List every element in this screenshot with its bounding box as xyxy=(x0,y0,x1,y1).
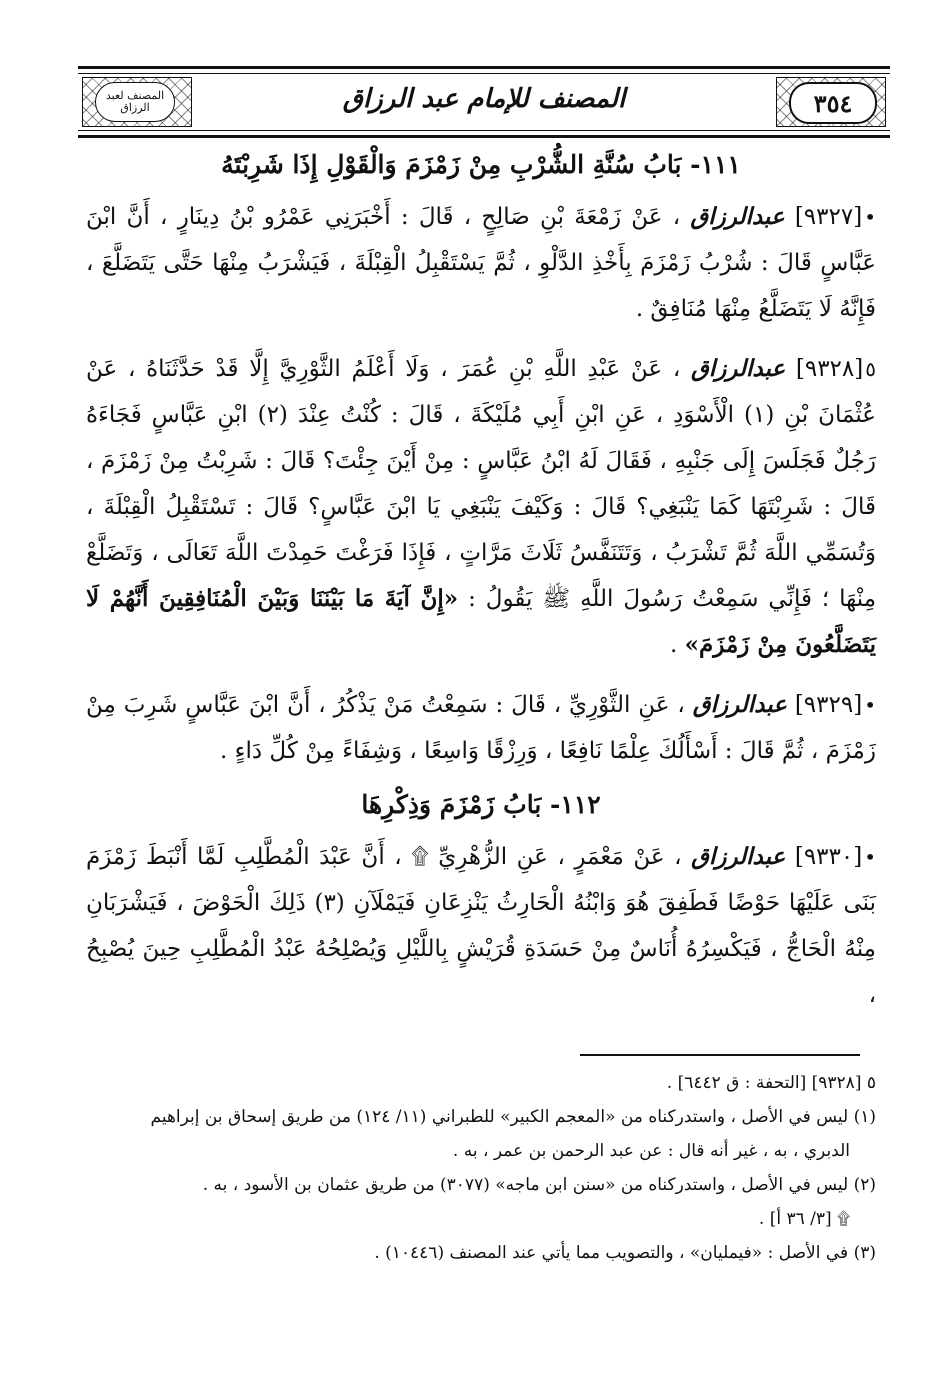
footnote-2: (٢) ليس في الأصل ، واستدركناه من «سنن ابن ماجه» (٣٠٧٧) من طريق عثمان بن الأسود ، به . xyxy=(202,1175,876,1195)
chapter-heading-111: ١١١- بَابُ سُنَّةِ الشُّرْبِ مِنْ زَمْزَمَ وَالْقَوْلِ إِذَا شَرِبْتَهُ xyxy=(221,150,741,179)
hadith-marker: ٥ xyxy=(865,357,876,381)
page-number: ٣٥٤ xyxy=(789,82,877,124)
hadith-text: ، عَنْ زَمْعَةَ بْنِ صَالِحٍ ، قَالَ : أَخْبَرَنِي عَمْرُو بْنُ دِينَارٍ ، أَنَّ ابْنَ عَبَّاسٍ قَالَ : شُرْبُ زَمْزَمَ بِأَخْذِ الدَّلْوِ ، ثُمَّ يَسْتَقْبِلُ الْقِبْلَةَ ، فَيَشْرَبُ مِنْهَا حَتَّى يَتَضَلَّعَ ، فَإِنَّهُ لَا يَتَضَلَّعُ مِنْهَا مُنَافِقٌ . xyxy=(86,204,876,322)
narrator-name: عبدالرزاق xyxy=(690,203,785,230)
header-rule-bottom xyxy=(78,130,890,131)
hadith-9329 xyxy=(86,682,876,774)
footnote-3: (٣) في الأصل : «فيمليان» ، والتصويب مما يأتي عند المصنف (١٠٤٤٦) . xyxy=(374,1243,876,1263)
header-medallion-logo: المصنف لعبد الرزاق xyxy=(95,82,175,122)
footnote-ref-9328: ٥ [٩٣٢٨] [التحفة : ق ٦٤٤٢] . xyxy=(666,1073,876,1093)
hadith-number: [٩٣٢٨] xyxy=(795,356,864,382)
hadith-number: [٩٣٢٩] xyxy=(794,692,863,718)
header-rule-top xyxy=(78,73,890,74)
footnote-1: (١) ليس في الأصل ، واستدركناه من «المعجم الكبير» للطبراني (١١/ ١٢٤) من طريق إسحاق بن إبراهيم xyxy=(150,1107,876,1127)
hadith-marker: • xyxy=(864,205,876,229)
hadith-text: ، عَنْ مَعْمَرٍ ، عَنِ الزُّهْرِيِّ ۩ ، أَنَّ عَبْدَ الْمُطَّلِبِ لَمَّا أَنْبَطَ زَمْزَمَ بَنَى عَلَيْهَا حَوْضًا فَطَفِقَ هُوَ وَابْنُهُ الْحَارِثُ يَنْزِعَانِ فَيَمْلَآنِ (٣) ذَلِكَ الْحَوْضَ ، فَيَشْرَبَانِ مِنْهُ الْحَاجُّ ، فَيَكْسِرُهُ أُنَاسٌ مِنْ حَسَدَةِ قُرَيْشٍ بِاللَّيْلِ وَيُصْلِحُهُ عَبْدُ الْمُطَّلِبِ حِينَ يُصْبِحُ ، xyxy=(86,844,876,1008)
chapter-heading-112: ١١٢- بَابُ زَمْزَمَ وَذِكْرِهَا xyxy=(361,790,601,819)
hadith-9330 xyxy=(86,834,876,1018)
footnote-separator xyxy=(580,1054,860,1056)
header-ornament-right xyxy=(776,77,886,127)
header-ornament-left xyxy=(82,77,192,127)
narrator-name: عبدالرزاق xyxy=(690,355,786,382)
hadith-number: [٩٣٢٧] xyxy=(794,204,863,230)
footnote-2-continued: ۩ [٣/ ٣٦ أ] . xyxy=(758,1209,850,1229)
hadith-9327 xyxy=(86,194,876,332)
hadith-text: ، عَنِ الثَّوْرِيِّ ، قَالَ : سَمِعْتُ مَنْ يَذْكُرُ ، أَنَّ ابْنَ عَبَّاسٍ شَرِبَ مِنْ زَمْزَمَ ، ثُمَّ قَالَ : أَسْأَلُكَ عِلْمًا نَافِعًا ، وَرِزْقًا وَاسِعًا ، وَشِفَاءً مِنْ كُلِّ دَاءٍ . xyxy=(86,692,876,764)
main-text xyxy=(86,148,876,1032)
hadith-9328 xyxy=(86,346,876,668)
hadith-text: ، عَنْ عَبْدِ اللَّهِ بْنِ عُمَرَ ، وَلَا أَعْلَمُ الثَّوْرِيَّ إِلَّا قَدْ حَدَّثَنَاهُ ، عَنْ عُثْمَانَ بْنِ (١) الْأَسْوَدِ ، عَنِ ابْنِ أَبِي مُلَيْكَةَ ، قَالَ : كُنْتُ عِنْدَ (٢) ابْنِ عَبَّاسٍ فَجَاءَهُ رَجُلٌ فَجَلَسَ إِلَى جَنْبِهِ ، فَقَالَ لَهُ ابْنُ عَبَّاسٍ : مِنْ أَيْنَ جِئْتَ؟ قَالَ : شَرِبْتُ مِنْ زَمْزَمَ ، قَالَ : شَرِبْتَهَا كَمَا يَنْبَغِي؟ قَالَ : وَكَيْفَ يَنْبَغِي يَا ابْنَ عَبَّاسٍ؟ قَالَ : تَسْتَقْبِلُ الْقِبْلَةَ ، وَتُسَمِّي اللَّهَ ثُمَّ تَشْرَبُ ، وَتَتَنَفَّسُ ثَلَاثَ مَرَّاتٍ ، فَإِذَا فَرَغْتَ حَمِدْتَ اللَّهَ تَعَالَى ، وَتَضَلَّعْ مِنْهَا ؛ فَإِنِّي سَمِعْتُ رَسُولَ اللَّهِ ﷺ يَقُولُ : xyxy=(86,356,877,612)
running-header xyxy=(78,66,890,138)
hadith-marker: • xyxy=(864,845,877,869)
narrator-name: عبدالرزاق xyxy=(691,843,786,870)
hadith-text-end: . xyxy=(670,632,685,658)
narrator-name: عبدالرزاق xyxy=(692,691,787,718)
footnote-1-continued: الدبري ، به ، غير أنه قال : عن عبد الرحمن بن عمر ، به . xyxy=(452,1141,850,1161)
book-title: المصنف للإمام عبد الرزاق xyxy=(342,84,626,114)
footnotes xyxy=(86,1066,876,1270)
hadith-number: [٩٣٣٠] xyxy=(794,844,863,870)
hadith-marker: • xyxy=(864,693,876,717)
prophetic-quote: «إِنَّ آيَةَ مَا بَيْنَنَا وَبَيْنَ الْمُنَافِقِينَ أَنَّهُمْ لَا يَتَضَلَّعُونَ مِنْ زَمْزَمَ» xyxy=(86,585,876,658)
